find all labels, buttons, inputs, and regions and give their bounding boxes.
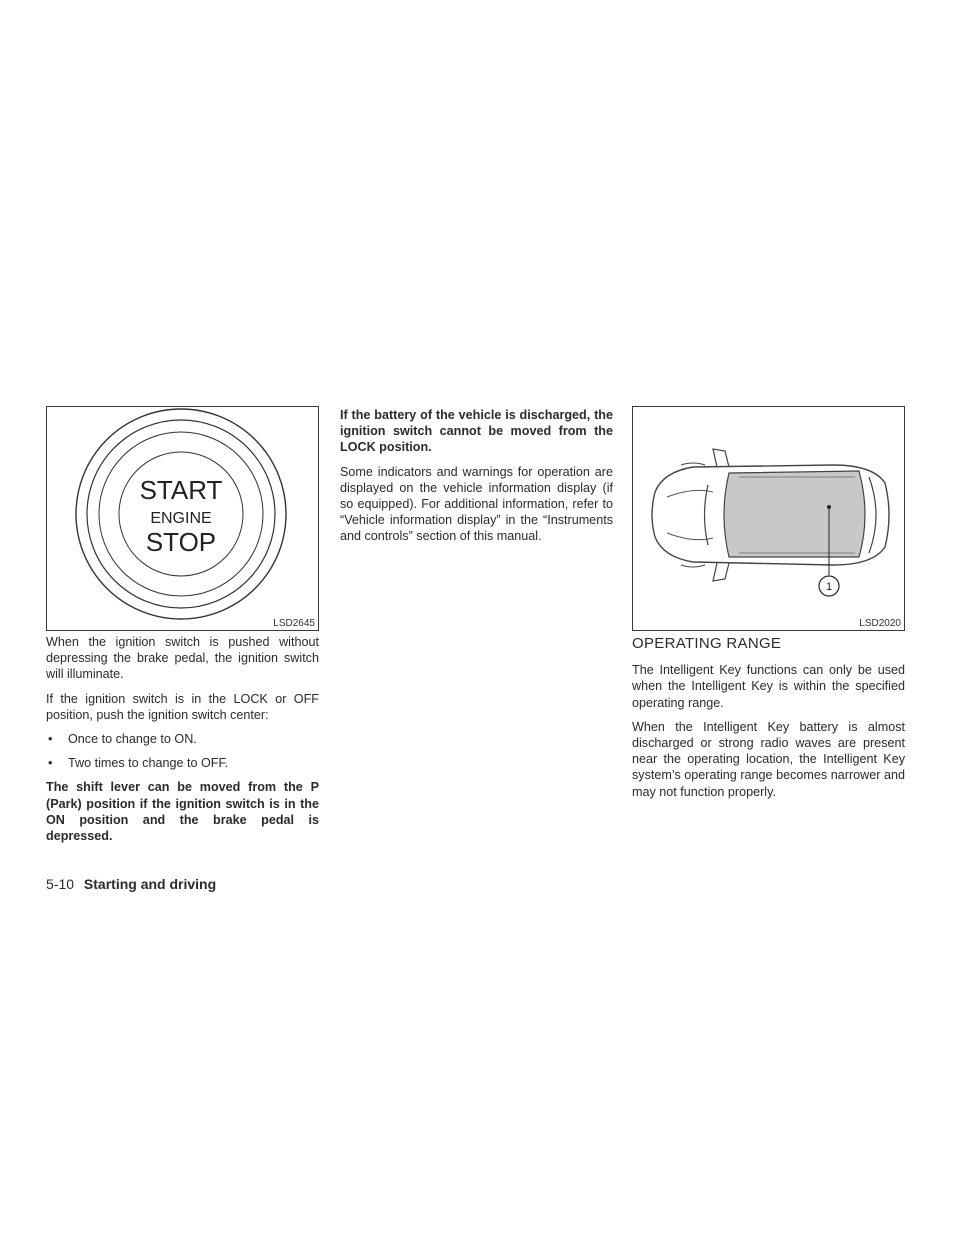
figure-ignition-switch (46, 406, 319, 631)
column-middle (340, 407, 613, 553)
button-label-stop: STOP (145, 527, 217, 557)
bullet-icon: • (48, 732, 53, 747)
column-left (46, 634, 319, 852)
figure-operating-range (632, 406, 905, 631)
list-item: • Once to change to ON. (48, 732, 197, 747)
section-name: Starting and driving (83, 876, 217, 892)
paragraph: When the Intelligent Key battery is almost discharged or strong radio waves are present near the operating location, the Intelligent Key system’s operating range becomes narrower and may not function properly. (632, 719, 905, 799)
figure-code: LSD2645 (273, 618, 315, 629)
button-label-start: START (139, 475, 223, 505)
figure-code: LSD2020 (859, 618, 901, 629)
paragraph: The Intelligent Key functions can only be used when the Intelligent Key is within the specified operating range. (632, 663, 905, 710)
section-heading: OPERATING RANGE (632, 635, 782, 652)
page-footer (46, 876, 216, 892)
vehicle-top-view-illustration (633, 407, 904, 630)
button-label-engine: ENGINE (150, 510, 212, 527)
ignition-button-illustration (47, 407, 318, 630)
callout-number: 1 (825, 581, 833, 593)
paragraph: Some indicators and warnings for operation are displayed on the vehicle information display (if so equipped). For additional information, refer to “Vehicle information display” in the “Instruments and controls” section of this manual. (340, 464, 613, 544)
list-item: • Two times to change to OFF. (48, 756, 229, 771)
paragraph: When the ignition switch is pushed without depressing the brake pedal, the ignition switch will illuminate. (46, 635, 319, 682)
page-number: 5-10 (46, 876, 75, 892)
bullet-icon: • (48, 756, 53, 771)
paragraph-bold: The shift lever can be moved from the P (Park) position if the ignition switch is in the ON position and the brake pedal is depressed. (46, 780, 319, 844)
paragraph: If the ignition switch is in the LOCK or OFF position, push the ignition switch center: (46, 691, 319, 722)
column-right (632, 636, 905, 808)
paragraph-bold: If the battery of the vehicle is discharged, the ignition switch cannot be moved from the LOCK position. (340, 408, 613, 455)
